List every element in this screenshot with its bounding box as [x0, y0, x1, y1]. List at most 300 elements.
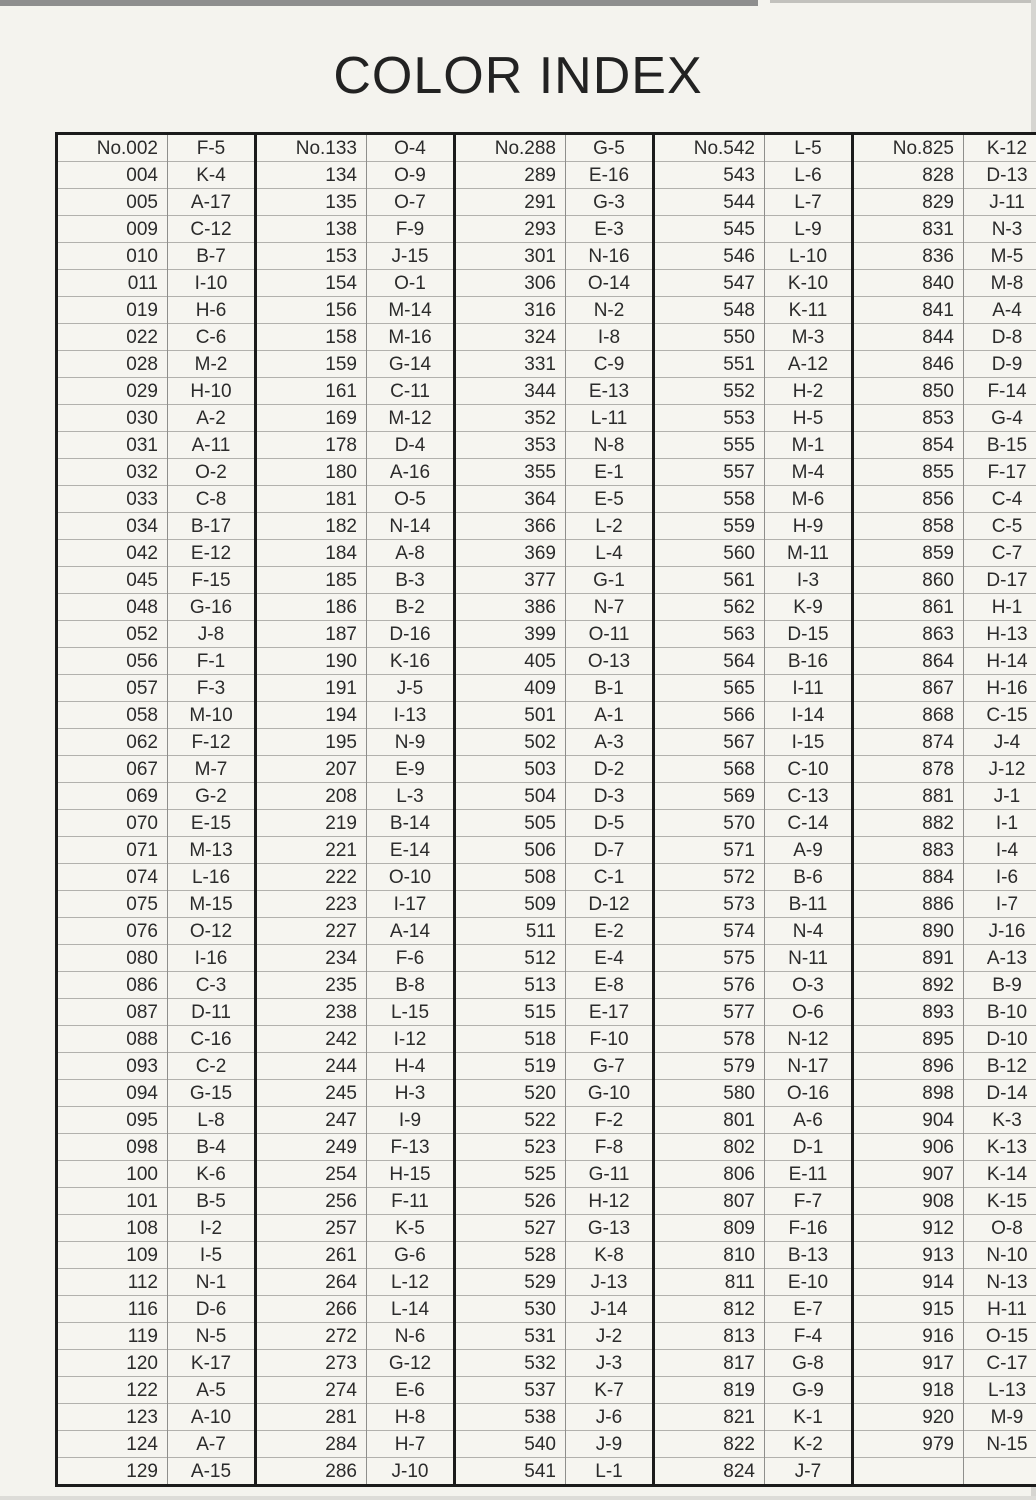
color-code-cell: D-5 — [566, 810, 654, 837]
table-row — [57, 621, 1036, 648]
color-number-cell: 824 — [654, 1458, 765, 1486]
color-number-cell: 119 — [57, 1323, 168, 1350]
color-number-cell: 916 — [853, 1323, 964, 1350]
color-code-cell: O-10 — [367, 864, 455, 891]
color-code-cell: M-12 — [367, 405, 455, 432]
color-code-cell: I-14 — [765, 702, 853, 729]
color-number-cell: 537 — [455, 1377, 566, 1404]
color-number-cell: 578 — [654, 1026, 765, 1053]
color-number-cell: 918 — [853, 1377, 964, 1404]
color-code-cell: N-12 — [765, 1026, 853, 1053]
color-number-cell: 580 — [654, 1080, 765, 1107]
color-code-cell: J-7 — [765, 1458, 853, 1486]
color-code-cell: H-15 — [367, 1161, 455, 1188]
color-number-cell: 812 — [654, 1296, 765, 1323]
color-code-cell: J-2 — [566, 1323, 654, 1350]
color-code-cell: E-3 — [566, 216, 654, 243]
scan-edge-bottom — [0, 1496, 1036, 1500]
color-code-cell: C-8 — [168, 486, 256, 513]
color-code-cell: A-11 — [168, 432, 256, 459]
color-code-cell: B-6 — [765, 864, 853, 891]
color-number-cell: 120 — [57, 1350, 168, 1377]
color-code-cell: A-4 — [964, 297, 1036, 324]
color-code-cell: M-3 — [765, 324, 853, 351]
color-code-cell: E-4 — [566, 945, 654, 972]
color-number-cell: 886 — [853, 891, 964, 918]
color-code-cell: N-5 — [168, 1323, 256, 1350]
color-number-cell: 180 — [256, 459, 367, 486]
color-number-cell: 821 — [654, 1404, 765, 1431]
color-code-cell: N-17 — [765, 1053, 853, 1080]
color-number-cell: 219 — [256, 810, 367, 837]
color-number-cell: 822 — [654, 1431, 765, 1458]
color-code-cell: L-8 — [168, 1107, 256, 1134]
color-code-cell: K-4 — [168, 162, 256, 189]
color-number-cell: 245 — [256, 1080, 367, 1107]
color-number-cell: 030 — [57, 405, 168, 432]
color-code-cell: H-4 — [367, 1053, 455, 1080]
color-code-cell: C-12 — [168, 216, 256, 243]
color-number-cell: 855 — [853, 459, 964, 486]
color-number-cell: 506 — [455, 837, 566, 864]
color-number-cell: 182 — [256, 513, 367, 540]
color-number-cell: 920 — [853, 1404, 964, 1431]
color-number-cell: 863 — [853, 621, 964, 648]
color-code-cell: E-11 — [765, 1161, 853, 1188]
color-code-cell: A-17 — [168, 189, 256, 216]
color-number-cell: 095 — [57, 1107, 168, 1134]
color-number-cell: 005 — [57, 189, 168, 216]
color-number-cell: 116 — [57, 1296, 168, 1323]
color-number-cell: 525 — [455, 1161, 566, 1188]
color-number-cell: 123 — [57, 1404, 168, 1431]
color-number-cell: 221 — [256, 837, 367, 864]
color-number-cell: 527 — [455, 1215, 566, 1242]
table-row — [57, 1188, 1036, 1215]
color-code-cell: K-6 — [168, 1161, 256, 1188]
color-code-cell: F-11 — [367, 1188, 455, 1215]
color-code-cell: N-7 — [566, 594, 654, 621]
color-number-cell: 377 — [455, 567, 566, 594]
color-number-cell: 124 — [57, 1431, 168, 1458]
color-number-cell: 551 — [654, 351, 765, 378]
color-number-cell: 570 — [654, 810, 765, 837]
color-number-cell: 352 — [455, 405, 566, 432]
table-row — [57, 1458, 1036, 1486]
color-code-cell: B-12 — [964, 1053, 1036, 1080]
color-number-cell: 004 — [57, 162, 168, 189]
table-row — [57, 1107, 1036, 1134]
color-code-cell: E-13 — [566, 378, 654, 405]
color-number-cell: 868 — [853, 702, 964, 729]
color-number-cell: 100 — [57, 1161, 168, 1188]
color-code-cell: H-13 — [964, 621, 1036, 648]
color-number-cell: 890 — [853, 918, 964, 945]
color-number-cell: 874 — [853, 729, 964, 756]
table-row — [57, 216, 1036, 243]
color-code-cell: A-10 — [168, 1404, 256, 1431]
color-code-cell: F-14 — [964, 378, 1036, 405]
color-code-cell: H-7 — [367, 1431, 455, 1458]
color-number-cell: 898 — [853, 1080, 964, 1107]
color-number-cell: 184 — [256, 540, 367, 567]
color-number-cell: 355 — [455, 459, 566, 486]
color-code-cell: K-7 — [566, 1377, 654, 1404]
color-number-cell: 134 — [256, 162, 367, 189]
color-number-cell: 545 — [654, 216, 765, 243]
color-code-cell: K-11 — [765, 297, 853, 324]
color-number-cell: 154 — [256, 270, 367, 297]
table-row — [57, 324, 1036, 351]
color-code-cell: L-4 — [566, 540, 654, 567]
color-code-cell: J-10 — [367, 1458, 455, 1486]
color-code-cell: E-17 — [566, 999, 654, 1026]
color-number-cell: 574 — [654, 918, 765, 945]
color-code-cell: C-5 — [964, 513, 1036, 540]
color-code-cell: F-7 — [765, 1188, 853, 1215]
table-row — [57, 1215, 1036, 1242]
color-number-cell: 817 — [654, 1350, 765, 1377]
color-number-cell: 187 — [256, 621, 367, 648]
color-number-cell: 257 — [256, 1215, 367, 1242]
color-number-cell: 856 — [853, 486, 964, 513]
color-number-cell: 577 — [654, 999, 765, 1026]
color-code-cell: G-6 — [367, 1242, 455, 1269]
color-number-cell: 564 — [654, 648, 765, 675]
color-code-cell — [964, 1458, 1036, 1486]
color-number-cell: 207 — [256, 756, 367, 783]
color-code-cell: I-3 — [765, 567, 853, 594]
color-number-cell: 530 — [455, 1296, 566, 1323]
table-row — [57, 1134, 1036, 1161]
color-number-cell: 573 — [654, 891, 765, 918]
color-number-cell: 565 — [654, 675, 765, 702]
color-number-cell: 086 — [57, 972, 168, 999]
color-code-cell: D-10 — [964, 1026, 1036, 1053]
color-code-cell: C-6 — [168, 324, 256, 351]
color-code-cell: D-12 — [566, 891, 654, 918]
color-number-cell: 575 — [654, 945, 765, 972]
color-code-cell: K-3 — [964, 1107, 1036, 1134]
color-number-cell: No.288 — [455, 134, 566, 162]
table-row — [57, 189, 1036, 216]
color-code-cell: N-16 — [566, 243, 654, 270]
color-number-cell: 274 — [256, 1377, 367, 1404]
color-code-cell: O-6 — [765, 999, 853, 1026]
color-code-cell: O-11 — [566, 621, 654, 648]
color-code-cell: D-2 — [566, 756, 654, 783]
color-code-cell: K-14 — [964, 1161, 1036, 1188]
color-number-cell: 235 — [256, 972, 367, 999]
color-code-cell: B-8 — [367, 972, 455, 999]
color-code-cell: O-7 — [367, 189, 455, 216]
table-row — [57, 1377, 1036, 1404]
color-number-cell: 878 — [853, 756, 964, 783]
color-code-cell: I-7 — [964, 891, 1036, 918]
color-number-cell: 557 — [654, 459, 765, 486]
color-code-cell: K-1 — [765, 1404, 853, 1431]
color-number-cell: 571 — [654, 837, 765, 864]
color-number-cell: 249 — [256, 1134, 367, 1161]
color-number-cell: 191 — [256, 675, 367, 702]
color-number-cell: 841 — [853, 297, 964, 324]
color-number-cell: 906 — [853, 1134, 964, 1161]
color-number-cell: 867 — [853, 675, 964, 702]
table-row — [57, 243, 1036, 270]
color-code-cell: E-2 — [566, 918, 654, 945]
color-number-cell: 289 — [455, 162, 566, 189]
color-code-cell: I-5 — [168, 1242, 256, 1269]
color-number-cell: 266 — [256, 1296, 367, 1323]
table-row — [57, 1161, 1036, 1188]
color-code-cell: A-12 — [765, 351, 853, 378]
color-number-cell: 056 — [57, 648, 168, 675]
color-code-cell: L-3 — [367, 783, 455, 810]
color-code-cell: C-2 — [168, 1053, 256, 1080]
color-code-cell: M-11 — [765, 540, 853, 567]
color-code-cell: I-12 — [367, 1026, 455, 1053]
color-number-cell: No.133 — [256, 134, 367, 162]
color-code-cell: M-2 — [168, 351, 256, 378]
color-number-cell: 813 — [654, 1323, 765, 1350]
color-number-cell: 512 — [455, 945, 566, 972]
color-code-cell: D-14 — [964, 1080, 1036, 1107]
color-number-cell: 501 — [455, 702, 566, 729]
color-code-cell: I-15 — [765, 729, 853, 756]
color-number-cell: 522 — [455, 1107, 566, 1134]
color-code-cell: I-8 — [566, 324, 654, 351]
color-number-cell: 562 — [654, 594, 765, 621]
color-code-cell: A-16 — [367, 459, 455, 486]
color-code-cell: L-6 — [765, 162, 853, 189]
color-number-cell: 540 — [455, 1431, 566, 1458]
color-code-cell: N-3 — [964, 216, 1036, 243]
color-number-cell: 508 — [455, 864, 566, 891]
color-code-cell: L-1 — [566, 1458, 654, 1486]
table-row — [57, 1269, 1036, 1296]
color-number-cell: 306 — [455, 270, 566, 297]
color-code-cell: B-9 — [964, 972, 1036, 999]
color-number-cell: 009 — [57, 216, 168, 243]
color-code-cell: G-14 — [367, 351, 455, 378]
color-code-cell: I-13 — [367, 702, 455, 729]
color-code-cell: D-7 — [566, 837, 654, 864]
color-number-cell: 523 — [455, 1134, 566, 1161]
color-number-cell: 070 — [57, 810, 168, 837]
color-number-cell: No.825 — [853, 134, 964, 162]
color-number-cell: 033 — [57, 486, 168, 513]
color-code-cell: E-5 — [566, 486, 654, 513]
color-code-cell: O-12 — [168, 918, 256, 945]
color-number-cell: 156 — [256, 297, 367, 324]
table-row — [57, 1431, 1036, 1458]
color-number-cell: 520 — [455, 1080, 566, 1107]
color-code-cell: B-2 — [367, 594, 455, 621]
color-number-cell: 208 — [256, 783, 367, 810]
color-code-cell: A-8 — [367, 540, 455, 567]
color-code-cell: O-4 — [367, 134, 455, 162]
color-number-cell: 513 — [455, 972, 566, 999]
color-number-cell: 914 — [853, 1269, 964, 1296]
color-code-cell: D-16 — [367, 621, 455, 648]
table-row — [57, 351, 1036, 378]
color-code-cell: B-17 — [168, 513, 256, 540]
table-row — [57, 297, 1036, 324]
table-row — [57, 1404, 1036, 1431]
color-number-cell: 840 — [853, 270, 964, 297]
color-code-cell: L-16 — [168, 864, 256, 891]
color-number-cell: 069 — [57, 783, 168, 810]
color-number-cell: 242 — [256, 1026, 367, 1053]
table-row — [57, 756, 1036, 783]
color-number-cell: 067 — [57, 756, 168, 783]
color-number-cell: 022 — [57, 324, 168, 351]
color-code-cell: G-13 — [566, 1215, 654, 1242]
color-code-cell: G-12 — [367, 1350, 455, 1377]
color-number-cell: 409 — [455, 675, 566, 702]
color-code-cell: I-6 — [964, 864, 1036, 891]
table-row — [57, 486, 1036, 513]
table-row — [57, 783, 1036, 810]
color-code-cell: H-11 — [964, 1296, 1036, 1323]
color-code-cell: O-9 — [367, 162, 455, 189]
color-code-cell: H-8 — [367, 1404, 455, 1431]
color-code-cell: J-13 — [566, 1269, 654, 1296]
color-code-cell: D-3 — [566, 783, 654, 810]
color-number-cell: 884 — [853, 864, 964, 891]
color-code-cell: O-14 — [566, 270, 654, 297]
color-code-cell: K-17 — [168, 1350, 256, 1377]
color-number-cell: 810 — [654, 1242, 765, 1269]
color-number-cell: 907 — [853, 1161, 964, 1188]
color-number-cell: 181 — [256, 486, 367, 513]
table-row — [57, 837, 1036, 864]
color-number-cell: 101 — [57, 1188, 168, 1215]
color-number-cell: 284 — [256, 1431, 367, 1458]
color-code-cell: A-9 — [765, 837, 853, 864]
color-number-cell: 559 — [654, 513, 765, 540]
color-code-cell: J-11 — [964, 189, 1036, 216]
color-number-cell: 223 — [256, 891, 367, 918]
color-code-cell: C-10 — [765, 756, 853, 783]
color-number-cell: 108 — [57, 1215, 168, 1242]
color-number-cell: 238 — [256, 999, 367, 1026]
color-code-cell: H-1 — [964, 594, 1036, 621]
color-code-cell: L-13 — [964, 1377, 1036, 1404]
color-number-cell: 891 — [853, 945, 964, 972]
color-code-cell: M-14 — [367, 297, 455, 324]
color-code-cell: I-2 — [168, 1215, 256, 1242]
table-row — [57, 648, 1036, 675]
color-number-cell: 819 — [654, 1377, 765, 1404]
table-row — [57, 540, 1036, 567]
color-number-cell: 272 — [256, 1323, 367, 1350]
table-row — [57, 432, 1036, 459]
color-number-cell: 032 — [57, 459, 168, 486]
table-row — [57, 1350, 1036, 1377]
color-number-cell: 904 — [853, 1107, 964, 1134]
color-code-cell: B-3 — [367, 567, 455, 594]
color-code-cell: A-7 — [168, 1431, 256, 1458]
color-code-cell: M-15 — [168, 891, 256, 918]
color-code-cell: J-5 — [367, 675, 455, 702]
color-number-cell: 576 — [654, 972, 765, 999]
color-number-cell: 075 — [57, 891, 168, 918]
color-number-cell: 844 — [853, 324, 964, 351]
table-row — [57, 594, 1036, 621]
color-code-cell: A-3 — [566, 729, 654, 756]
color-code-cell: G-11 — [566, 1161, 654, 1188]
color-code-cell: M-9 — [964, 1404, 1036, 1431]
color-number-cell: 062 — [57, 729, 168, 756]
color-number-cell: 324 — [455, 324, 566, 351]
color-code-cell: H-12 — [566, 1188, 654, 1215]
color-code-cell: K-5 — [367, 1215, 455, 1242]
color-code-cell: J-16 — [964, 918, 1036, 945]
color-code-cell: M-16 — [367, 324, 455, 351]
color-number-cell: 186 — [256, 594, 367, 621]
color-code-cell: F-17 — [964, 459, 1036, 486]
color-number-cell: 896 — [853, 1053, 964, 1080]
table-row — [57, 270, 1036, 297]
color-code-cell: M-13 — [168, 837, 256, 864]
color-code-cell: G-8 — [765, 1350, 853, 1377]
color-code-cell: N-4 — [765, 918, 853, 945]
color-number-cell: 568 — [654, 756, 765, 783]
color-code-cell: B-14 — [367, 810, 455, 837]
color-number-cell: No.542 — [654, 134, 765, 162]
color-number-cell: 850 — [853, 378, 964, 405]
color-number-cell: 301 — [455, 243, 566, 270]
color-code-cell: I-16 — [168, 945, 256, 972]
color-number-cell: 074 — [57, 864, 168, 891]
color-code-cell: A-15 — [168, 1458, 256, 1486]
color-code-cell: G-16 — [168, 594, 256, 621]
color-code-cell: K-8 — [566, 1242, 654, 1269]
color-code-cell: D-17 — [964, 567, 1036, 594]
color-number-cell: 366 — [455, 513, 566, 540]
color-number-cell: 809 — [654, 1215, 765, 1242]
color-number-cell: 569 — [654, 783, 765, 810]
table-row — [57, 1053, 1036, 1080]
color-number-cell: 129 — [57, 1458, 168, 1486]
color-number-cell: 273 — [256, 1350, 367, 1377]
color-code-cell: L-2 — [566, 513, 654, 540]
table-row — [57, 1242, 1036, 1269]
color-code-cell: F-15 — [168, 567, 256, 594]
color-number-cell: 859 — [853, 540, 964, 567]
color-code-cell: C-14 — [765, 810, 853, 837]
color-number-cell: 519 — [455, 1053, 566, 1080]
color-number-cell: 190 — [256, 648, 367, 675]
color-code-cell: O-5 — [367, 486, 455, 513]
color-number-cell: 895 — [853, 1026, 964, 1053]
color-code-cell: N-15 — [964, 1431, 1036, 1458]
color-code-cell: A-2 — [168, 405, 256, 432]
color-number-cell: 543 — [654, 162, 765, 189]
page-title: COLOR INDEX — [333, 47, 703, 105]
color-code-cell: E-10 — [765, 1269, 853, 1296]
color-code-cell: J-6 — [566, 1404, 654, 1431]
color-number-cell: No.002 — [96, 137, 158, 159]
color-code-cell: F-16 — [765, 1215, 853, 1242]
color-code-cell: N-2 — [566, 297, 654, 324]
color-code-cell: B-16 — [765, 648, 853, 675]
color-number-cell: 853 — [853, 405, 964, 432]
scan-edge-top — [0, 0, 758, 6]
color-code-cell: N-1 — [168, 1269, 256, 1296]
color-number-cell: 509 — [455, 891, 566, 918]
